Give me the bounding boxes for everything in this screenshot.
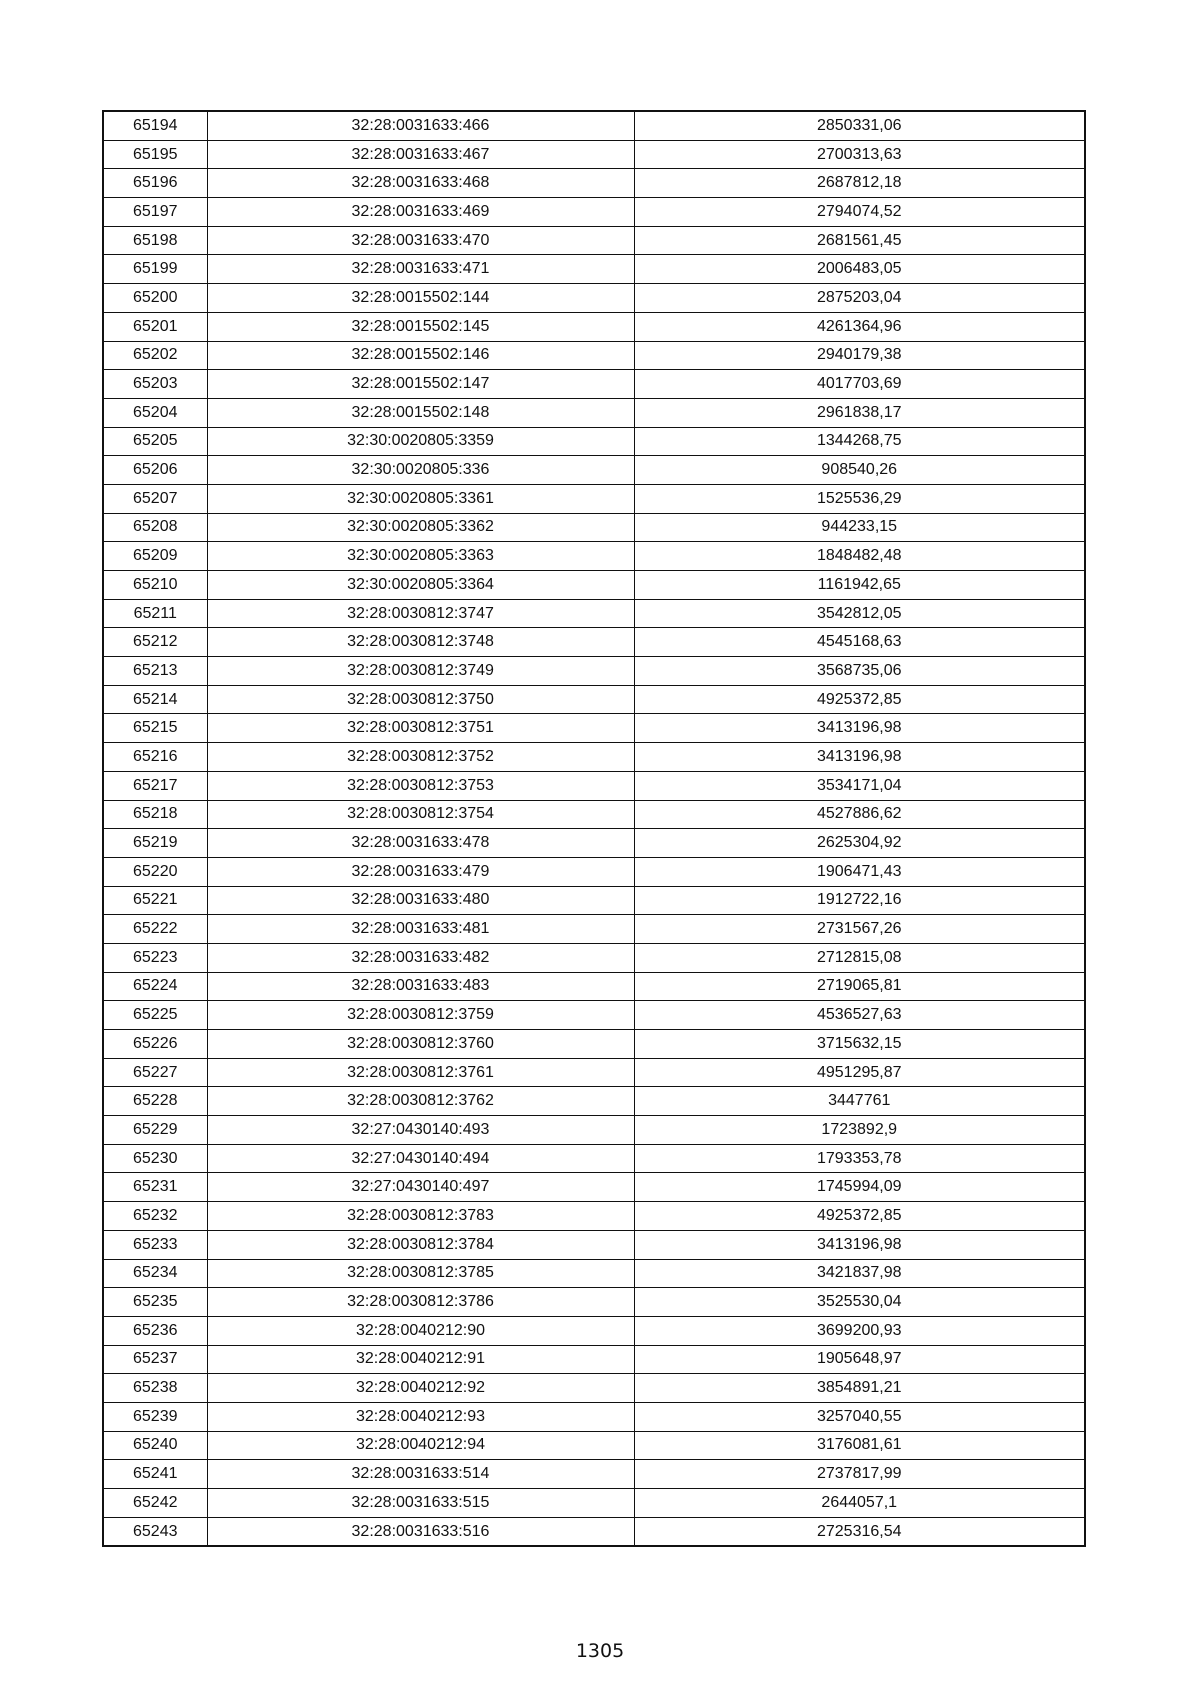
value-cell: 2731567,26 xyxy=(634,915,1085,944)
value-cell: 1745994,09 xyxy=(634,1173,1085,1202)
table-row xyxy=(103,341,1085,370)
row-number-cell: 65229 xyxy=(103,1116,207,1145)
cadastral-number-cell: 32:28:0031633:478 xyxy=(207,829,634,858)
cadastral-number-cell: 32:28:0030812:3747 xyxy=(207,599,634,628)
cadastral-number-cell: 32:28:0030812:3751 xyxy=(207,714,634,743)
value-cell: 2737817,99 xyxy=(634,1460,1085,1489)
table-row xyxy=(103,943,1085,972)
value-cell: 2940179,38 xyxy=(634,341,1085,370)
value-cell: 2725316,54 xyxy=(634,1517,1085,1546)
cadastral-number-cell: 32:28:0030812:3754 xyxy=(207,800,634,829)
table-row xyxy=(103,657,1085,686)
row-number-cell: 65204 xyxy=(103,398,207,427)
value-cell: 3447761 xyxy=(634,1087,1085,1116)
cadastral-number-cell: 32:28:0031633:470 xyxy=(207,226,634,255)
table-row xyxy=(103,1460,1085,1489)
row-number-cell: 65199 xyxy=(103,255,207,284)
cadastral-number-cell: 32:27:0430140:493 xyxy=(207,1116,634,1145)
cadastral-number-cell: 32:28:0030812:3783 xyxy=(207,1202,634,1231)
table-row xyxy=(103,312,1085,341)
table-row xyxy=(103,571,1085,600)
value-cell: 4545168,63 xyxy=(634,628,1085,657)
table-row xyxy=(103,886,1085,915)
value-cell: 944233,15 xyxy=(634,513,1085,542)
value-cell: 2850331,06 xyxy=(634,111,1085,140)
table-row xyxy=(103,1288,1085,1317)
cadastral-number-cell: 32:28:0030812:3761 xyxy=(207,1058,634,1087)
cadastral-number-cell: 32:28:0030812:3752 xyxy=(207,743,634,772)
value-cell: 1905648,97 xyxy=(634,1345,1085,1374)
table-row xyxy=(103,1374,1085,1403)
table-row xyxy=(103,226,1085,255)
table-row xyxy=(103,427,1085,456)
cadastral-number-cell: 32:28:0031633:467 xyxy=(207,140,634,169)
cadastral-number-cell: 32:28:0031633:468 xyxy=(207,169,634,198)
row-number-cell: 65195 xyxy=(103,140,207,169)
table-row xyxy=(103,1517,1085,1546)
row-number-cell: 65198 xyxy=(103,226,207,255)
value-cell: 2681561,45 xyxy=(634,226,1085,255)
value-cell: 2719065,81 xyxy=(634,972,1085,1001)
row-number-cell: 65239 xyxy=(103,1402,207,1431)
table-row xyxy=(103,1345,1085,1374)
table-row xyxy=(103,1144,1085,1173)
table-row xyxy=(103,915,1085,944)
row-number-cell: 65241 xyxy=(103,1460,207,1489)
value-cell: 3568735,06 xyxy=(634,657,1085,686)
row-number-cell: 65213 xyxy=(103,657,207,686)
value-cell: 2006483,05 xyxy=(634,255,1085,284)
value-cell: 3257040,55 xyxy=(634,1402,1085,1431)
value-cell: 4261364,96 xyxy=(634,312,1085,341)
value-cell: 3715632,15 xyxy=(634,1030,1085,1059)
cadastral-number-cell: 32:28:0030812:3785 xyxy=(207,1259,634,1288)
cadastral-number-cell: 32:28:0040212:94 xyxy=(207,1431,634,1460)
table-row xyxy=(103,1402,1085,1431)
table-row xyxy=(103,857,1085,886)
cadastral-number-cell: 32:28:0015502:145 xyxy=(207,312,634,341)
row-number-cell: 65203 xyxy=(103,370,207,399)
value-cell: 4951295,87 xyxy=(634,1058,1085,1087)
table-row xyxy=(103,1202,1085,1231)
cadastral-number-cell: 32:28:0031633:516 xyxy=(207,1517,634,1546)
row-number-cell: 65207 xyxy=(103,484,207,513)
cadastral-number-cell: 32:30:0020805:3359 xyxy=(207,427,634,456)
value-cell: 4527886,62 xyxy=(634,800,1085,829)
cadastral-number-cell: 32:28:0015502:147 xyxy=(207,370,634,399)
row-number-cell: 65215 xyxy=(103,714,207,743)
row-number-cell: 65231 xyxy=(103,1173,207,1202)
table-row xyxy=(103,542,1085,571)
value-cell: 3534171,04 xyxy=(634,771,1085,800)
cadastral-number-cell: 32:28:0031633:466 xyxy=(207,111,634,140)
row-number-cell: 65233 xyxy=(103,1230,207,1259)
row-number-cell: 65222 xyxy=(103,915,207,944)
row-number-cell: 65211 xyxy=(103,599,207,628)
value-cell: 3176081,61 xyxy=(634,1431,1085,1460)
row-number-cell: 65225 xyxy=(103,1001,207,1030)
table-row xyxy=(103,1173,1085,1202)
row-number-cell: 65200 xyxy=(103,284,207,313)
value-cell: 4925372,85 xyxy=(634,685,1085,714)
value-cell: 3413196,98 xyxy=(634,1230,1085,1259)
table-row xyxy=(103,1087,1085,1116)
table-row xyxy=(103,1230,1085,1259)
value-cell: 4017703,69 xyxy=(634,370,1085,399)
row-number-cell: 65235 xyxy=(103,1288,207,1317)
cadastral-number-cell: 32:28:0031633:479 xyxy=(207,857,634,886)
table-row xyxy=(103,284,1085,313)
row-number-cell: 65243 xyxy=(103,1517,207,1546)
row-number-cell: 65220 xyxy=(103,857,207,886)
row-number-cell: 65238 xyxy=(103,1374,207,1403)
row-number-cell: 65217 xyxy=(103,771,207,800)
table-row xyxy=(103,169,1085,198)
cadastral-number-cell: 32:28:0040212:91 xyxy=(207,1345,634,1374)
cadastral-number-cell: 32:28:0031633:514 xyxy=(207,1460,634,1489)
value-cell: 2687812,18 xyxy=(634,169,1085,198)
cadastral-number-cell: 32:28:0040212:92 xyxy=(207,1374,634,1403)
row-number-cell: 65237 xyxy=(103,1345,207,1374)
table-row xyxy=(103,771,1085,800)
row-number-cell: 65219 xyxy=(103,829,207,858)
table-row xyxy=(103,1316,1085,1345)
table-row xyxy=(103,456,1085,485)
value-cell: 3699200,93 xyxy=(634,1316,1085,1345)
row-number-cell: 65206 xyxy=(103,456,207,485)
table-row xyxy=(103,255,1085,284)
table-row xyxy=(103,972,1085,1001)
row-number-cell: 65232 xyxy=(103,1202,207,1231)
value-cell: 1848482,48 xyxy=(634,542,1085,571)
row-number-cell: 65230 xyxy=(103,1144,207,1173)
table-row xyxy=(103,1489,1085,1518)
row-number-cell: 65194 xyxy=(103,111,207,140)
row-number-cell: 65221 xyxy=(103,886,207,915)
value-cell: 3413196,98 xyxy=(634,714,1085,743)
cadastral-number-cell: 32:28:0030812:3784 xyxy=(207,1230,634,1259)
value-cell: 3421837,98 xyxy=(634,1259,1085,1288)
cadastral-number-cell: 32:28:0031633:480 xyxy=(207,886,634,915)
page-number: 1305 xyxy=(575,1640,625,1662)
table-row xyxy=(103,140,1085,169)
table-row xyxy=(103,513,1085,542)
row-number-cell: 65228 xyxy=(103,1087,207,1116)
cadastral-number-cell: 32:28:0030812:3753 xyxy=(207,771,634,800)
cadastral-number-cell: 32:28:0031633:481 xyxy=(207,915,634,944)
value-cell: 1525536,29 xyxy=(634,484,1085,513)
value-cell: 1723892,9 xyxy=(634,1116,1085,1145)
table-row xyxy=(103,111,1085,140)
value-cell: 3542812,05 xyxy=(634,599,1085,628)
table-row xyxy=(103,1058,1085,1087)
cadastral-number-cell: 32:28:0040212:90 xyxy=(207,1316,634,1345)
cadastral-number-cell: 32:28:0030812:3759 xyxy=(207,1001,634,1030)
row-number-cell: 65240 xyxy=(103,1431,207,1460)
row-number-cell: 65196 xyxy=(103,169,207,198)
row-number-cell: 65236 xyxy=(103,1316,207,1345)
row-number-cell: 65210 xyxy=(103,571,207,600)
table-row xyxy=(103,370,1085,399)
row-number-cell: 65218 xyxy=(103,800,207,829)
value-cell: 4536527,63 xyxy=(634,1001,1085,1030)
row-number-cell: 65212 xyxy=(103,628,207,657)
value-cell: 4925372,85 xyxy=(634,1202,1085,1231)
cadastral-number-cell: 32:28:0031633:515 xyxy=(207,1489,634,1518)
value-cell: 1161942,65 xyxy=(634,571,1085,600)
cadastral-number-cell: 32:30:0020805:3362 xyxy=(207,513,634,542)
cadastral-number-cell: 32:28:0031633:483 xyxy=(207,972,634,1001)
table-row xyxy=(103,1431,1085,1460)
value-cell: 1906471,43 xyxy=(634,857,1085,886)
cadastral-number-cell: 32:28:0030812:3762 xyxy=(207,1087,634,1116)
cadastral-value-table xyxy=(102,110,1086,1547)
table-row xyxy=(103,800,1085,829)
table-row xyxy=(103,599,1085,628)
row-number-cell: 65208 xyxy=(103,513,207,542)
row-number-cell: 65201 xyxy=(103,312,207,341)
cadastral-number-cell: 32:28:0031633:471 xyxy=(207,255,634,284)
value-cell: 1793353,78 xyxy=(634,1144,1085,1173)
table-row xyxy=(103,743,1085,772)
value-cell: 3413196,98 xyxy=(634,743,1085,772)
cadastral-number-cell: 32:28:0015502:144 xyxy=(207,284,634,313)
cadastral-number-cell: 32:28:0030812:3748 xyxy=(207,628,634,657)
row-number-cell: 65242 xyxy=(103,1489,207,1518)
table-row xyxy=(103,714,1085,743)
value-cell: 1344268,75 xyxy=(634,427,1085,456)
cadastral-number-cell: 32:28:0015502:146 xyxy=(207,341,634,370)
value-cell: 2794074,52 xyxy=(634,198,1085,227)
table-body xyxy=(103,111,1085,1546)
cadastral-number-cell: 32:28:0015502:148 xyxy=(207,398,634,427)
row-number-cell: 65224 xyxy=(103,972,207,1001)
value-cell: 2644057,1 xyxy=(634,1489,1085,1518)
cadastral-number-cell: 32:30:0020805:336 xyxy=(207,456,634,485)
table-row xyxy=(103,1001,1085,1030)
table-row xyxy=(103,398,1085,427)
cadastral-number-cell: 32:28:0030812:3760 xyxy=(207,1030,634,1059)
table-row xyxy=(103,484,1085,513)
value-cell: 2625304,92 xyxy=(634,829,1085,858)
row-number-cell: 65223 xyxy=(103,943,207,972)
row-number-cell: 65234 xyxy=(103,1259,207,1288)
cadastral-number-cell: 32:30:0020805:3361 xyxy=(207,484,634,513)
value-cell: 3854891,21 xyxy=(634,1374,1085,1403)
table-row xyxy=(103,1259,1085,1288)
row-number-cell: 65227 xyxy=(103,1058,207,1087)
cadastral-number-cell: 32:28:0031633:482 xyxy=(207,943,634,972)
row-number-cell: 65226 xyxy=(103,1030,207,1059)
value-cell: 908540,26 xyxy=(634,456,1085,485)
cadastral-number-cell: 32:28:0040212:93 xyxy=(207,1402,634,1431)
row-number-cell: 65205 xyxy=(103,427,207,456)
value-cell: 2712815,08 xyxy=(634,943,1085,972)
cadastral-number-cell: 32:28:0030812:3749 xyxy=(207,657,634,686)
table-row xyxy=(103,685,1085,714)
row-number-cell: 65214 xyxy=(103,685,207,714)
row-number-cell: 65202 xyxy=(103,341,207,370)
table-row xyxy=(103,1116,1085,1145)
row-number-cell: 65197 xyxy=(103,198,207,227)
value-cell: 1912722,16 xyxy=(634,886,1085,915)
table-row xyxy=(103,198,1085,227)
row-number-cell: 65209 xyxy=(103,542,207,571)
cadastral-number-cell: 32:30:0020805:3363 xyxy=(207,542,634,571)
value-cell: 2875203,04 xyxy=(634,284,1085,313)
cadastral-number-cell: 32:28:0030812:3750 xyxy=(207,685,634,714)
value-cell: 2700313,63 xyxy=(634,140,1085,169)
table-row xyxy=(103,628,1085,657)
table-row xyxy=(103,1030,1085,1059)
cadastral-number-cell: 32:30:0020805:3364 xyxy=(207,571,634,600)
row-number-cell: 65216 xyxy=(103,743,207,772)
value-cell: 3525530,04 xyxy=(634,1288,1085,1317)
table-row xyxy=(103,829,1085,858)
cadastral-number-cell: 32:28:0030812:3786 xyxy=(207,1288,634,1317)
cadastral-number-cell: 32:28:0031633:469 xyxy=(207,198,634,227)
cadastral-number-cell: 32:27:0430140:494 xyxy=(207,1144,634,1173)
value-cell: 2961838,17 xyxy=(634,398,1085,427)
cadastral-number-cell: 32:27:0430140:497 xyxy=(207,1173,634,1202)
